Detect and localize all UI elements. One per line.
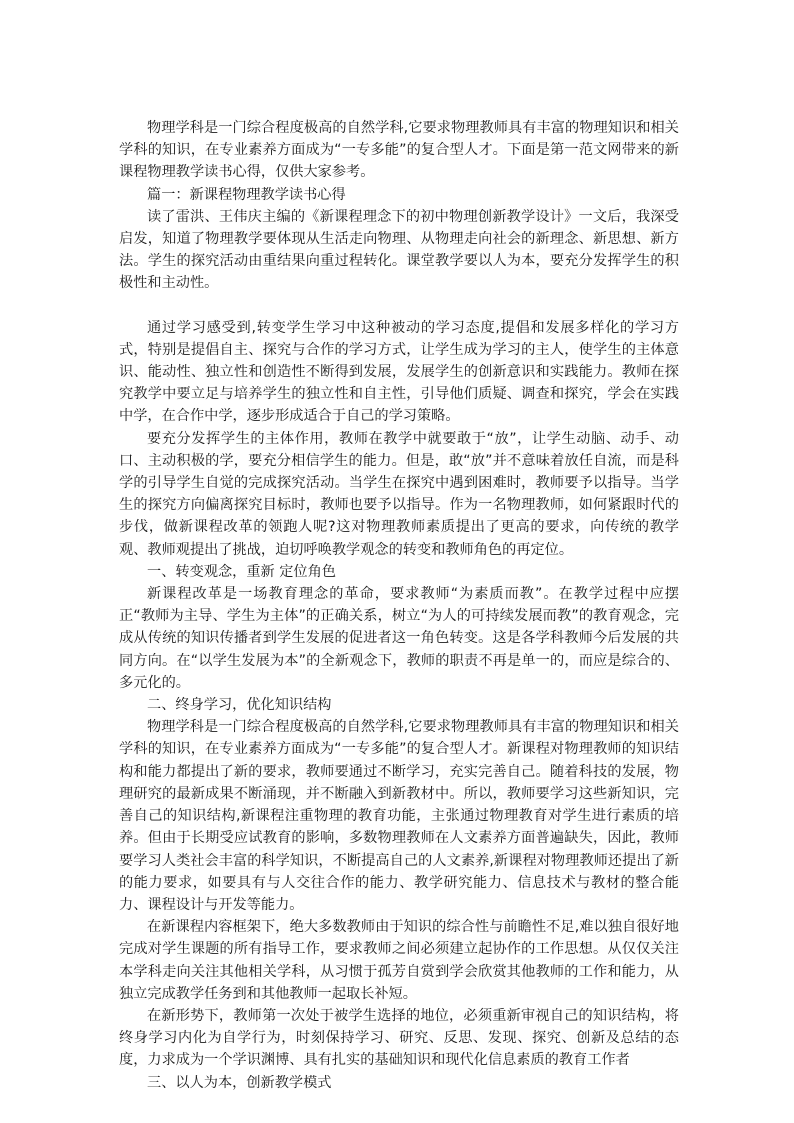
body-paragraph: 读了雷洪、王伟庆主编的《新课程理念下的初中物理创新教学设计》一文后，我深受启发，知道了物理教学要体现从生活走向物理、从物理走向社会的新理念、新思想、新方法。学生的探究活动由重结果向重过程转化。课堂教学要以人为本，要充分发挥学生的积极性和主动性。: [119, 208, 679, 292]
section-heading-part-one: 篇一：新课程物理教学读书心得: [147, 186, 346, 203]
section-heading-3: 三、以人为本，创新教学模式: [147, 1074, 332, 1091]
intro-paragraph: 物理学科是一门综合程度极高的自然学科,它要求物理教师具有丰富的物理知识和相关学科的知识，在专业素养方面成为“一专多能”的复合型人才。下面是第一范文网带来的新课程物理教学读书心得，仅供大家参考。: [119, 120, 679, 181]
body-paragraph: 物理学科是一门综合程度极高的自然学科,它要求物理教师具有丰富的物理知识和相关学科的知识，在专业素养方面成为“一专多能”的复合型人才。新课程对物理教师的知识结构和能力都提出了新的要求，教师要通过不断学习，充实完善自己。随着科技的发展，物理研究的最新成果不断涌现，并不断融入到新教材中。所以，教师要学习这些新知识，完善自己的知识结构,新课程注重物理的教育功能，主张通过物理教育对学生进行素质的培养。但由于长期受应试教育的影响，多数物理教师在人文素养方面普遍缺失，因此，教师要学习人类社会丰富的科学知识，不断提高自己的人文素养,新课程对物理教师还提出了新的能力要求，如要具有与人交往合作的能力、教学研究能力、信息技术与教材的整合能力、课程设计与开发等能力。: [119, 719, 679, 913]
body-paragraph: 在新课程内容框架下，绝大多数教师由于知识的综合性与前瞻性不足,难以独自很好地完成对学生课题的所有指导工作，要求教师之间必须建立起协作的工作思想。从仅仅关注本学科走向关注其他相关学科，从习惯于孤芳自赏到学会欣赏其他教师的工作和能力，从独立完成教学任务到和其他教师一起取长补短。: [119, 919, 679, 1002]
blank-line: [119, 295, 679, 317]
section-heading-1: 一、转变观念，重新 定位角色: [147, 563, 336, 580]
body-paragraph: 新课程改革是一场教育理念的革命，要求教师“为素质而教”。在教学过程中应摆正“教师为主导、学生为主体”的正确关系，树立“为人的可持续发展而教”的教育观念，完成从传统的知识传播者到学生发展的促进者这一角色转变。这是各学科教师今后发展的共同方向。在“以学生发展为本”的全新观念下，教师的职责不再是单一的，而应是综合的、多元化的。: [119, 586, 679, 691]
body-paragraph: 在新形势下，教师第一次处于被学生选择的地位，必须重新审视自己的知识结构，将终身学习内化为自学行为，时刻保持学习、研究、反思、发现、探究、创新及总结的态度，力求成为一个学识渊博、具有扎实的基础知识和现代化信息素质的教育工作者: [119, 1007, 679, 1069]
body-paragraph: 要充分发挥学生的主体作用，教师在教学中就要敢于“放”，让学生动脑、动手、动口、主动积极的学，要充分相信学生的能力。但是，敢“放”并不意味着放任自流，而是科学的引导学生自觉的完成探究活动。当学生在探究中遇到困难时，教师要予以指导。当学生的探究方向偏离探究目标时，教师也要予以指导。作为一名物理教师，如何紧跟时代的步伐，做新课程改革的领跑人呢?这对物理教师素质提出了更高的要求，向传统的教学观、教师观提出了挑战，迫切呼唤教学观念的转变和教师角色的再定位。: [119, 430, 679, 558]
body-paragraph: 通过学习感受到,转变学生学习中这种被动的学习态度,提倡和发展多样化的学习方式，特别是提倡自主、探究与合作的学习方式，让学生成为学习的主人，使学生的主体意识、能动性、独立性和创造性不断得到发展，发展学生的创新意识和实践能力。教师在探究教学中要立足与培养学生的独立性和自主性，引导他们质疑、调查和探究，学会在实践中学，在合作中学，逐步形成适合于自己的学习策略。: [119, 319, 679, 425]
section-heading-2: 二、终身学习，优化知识结构: [147, 697, 332, 714]
document-body: [119, 117, 679, 1094]
